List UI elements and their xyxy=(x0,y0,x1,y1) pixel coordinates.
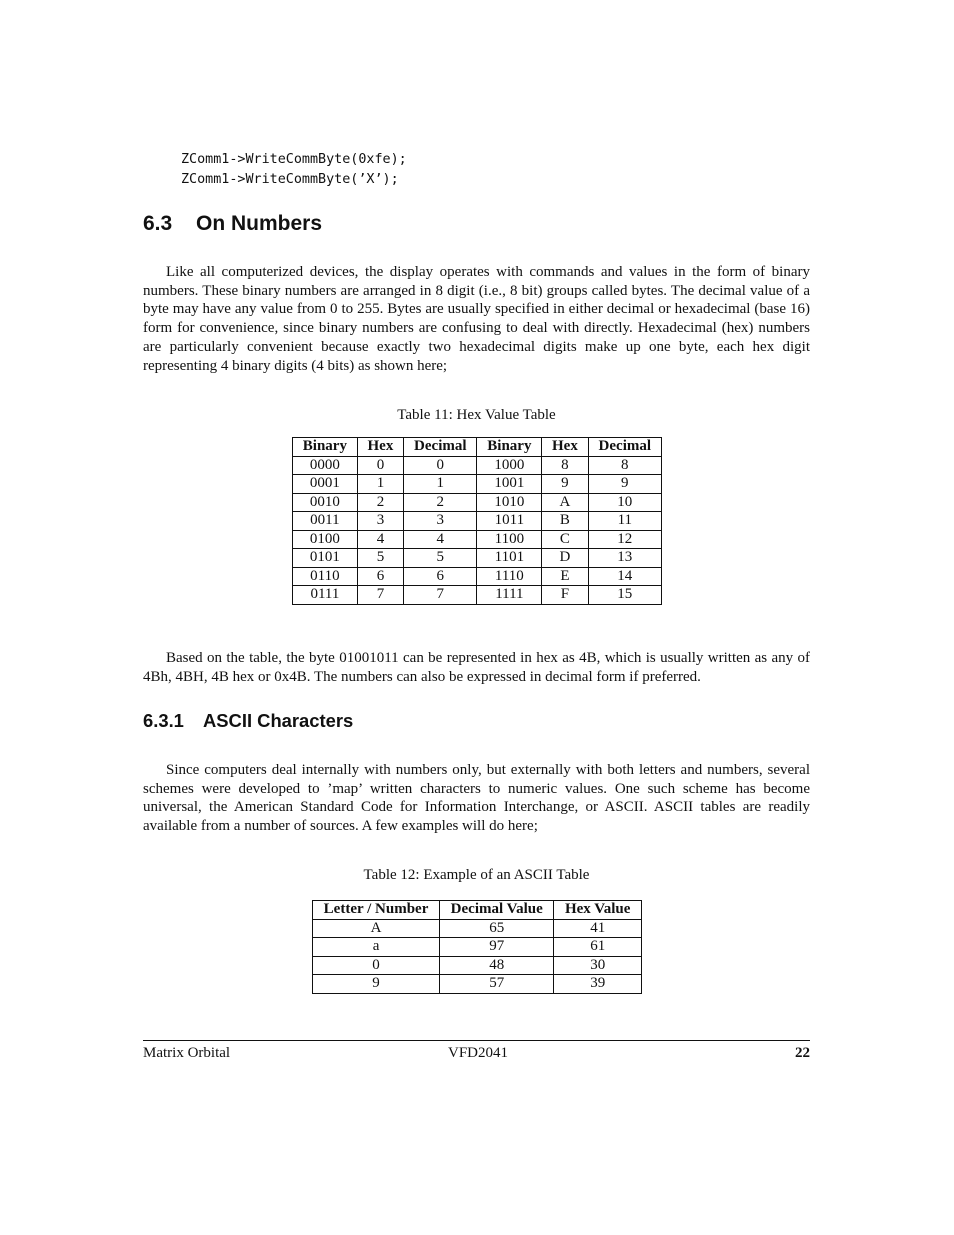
table-cell: 48 xyxy=(440,956,554,975)
table-cell: 0 xyxy=(313,956,440,975)
table-row xyxy=(293,512,662,531)
table-cell: 1 xyxy=(404,475,477,494)
table-row xyxy=(293,549,662,568)
subsection-title: ASCII Characters xyxy=(203,710,354,731)
table-cell: 1100 xyxy=(477,530,542,549)
table-cell: 39 xyxy=(554,975,642,994)
table-header-row xyxy=(313,901,642,920)
table-cell: 3 xyxy=(404,512,477,531)
footer-divider xyxy=(143,1040,810,1041)
table-row xyxy=(293,456,662,475)
table-row xyxy=(313,919,642,938)
section-title: On Numbers xyxy=(196,212,323,235)
table-cell: 4 xyxy=(357,530,403,549)
column-header: Decimal xyxy=(404,438,477,457)
table-cell: 0001 xyxy=(293,475,358,494)
column-header: Binary xyxy=(477,438,542,457)
table-cell: 41 xyxy=(554,919,642,938)
table-row xyxy=(313,956,642,975)
footer-company: Matrix Orbital xyxy=(143,1045,231,1061)
table-row xyxy=(293,493,662,512)
table-cell: 14 xyxy=(588,567,661,586)
table-cell: 0101 xyxy=(293,549,358,568)
table-cell: a xyxy=(313,938,440,957)
table-cell: 9 xyxy=(313,975,440,994)
column-header: Decimal Value xyxy=(440,901,554,920)
table-cell: D xyxy=(542,549,588,568)
ascii-table-caption: Table 12: Example of an ASCII Table xyxy=(363,867,590,883)
table-cell: 10 xyxy=(588,493,661,512)
table-cell: 11 xyxy=(588,512,661,531)
table-cell: 0 xyxy=(357,456,403,475)
table-row xyxy=(293,475,662,494)
hex-explanation-paragraph: Based on the table, the byte 01001011 can be represented in hex as 4B, which is usually written as any of 4Bh, 4BH, 4B hex or 0x4B. The numbers can also be expressed in decimal form if preferred. xyxy=(143,650,810,685)
table-cell: 1110 xyxy=(477,567,542,586)
table-cell: 7 xyxy=(404,586,477,605)
table-cell: 7 xyxy=(357,586,403,605)
table-row xyxy=(313,938,642,957)
table-cell: 8 xyxy=(588,456,661,475)
table-header-row xyxy=(293,438,662,457)
table-cell: 0100 xyxy=(293,530,358,549)
table-cell: 0111 xyxy=(293,586,358,605)
table-cell: E xyxy=(542,567,588,586)
table-cell: 4 xyxy=(404,530,477,549)
code-line: ZComm1->WriteCommByte(0xfe); xyxy=(181,152,407,167)
ascii-paragraph: Since computers deal internally with numbers only, but externally with both letters and numbers, several schemes were developed to ’map’ written characters to numeric values. One such scheme has become universal, the American Standard Code for Information Interchange, or ASCII. ASCII tables are readily available from a number of sources. A few examples will do here; xyxy=(143,762,810,835)
table-cell: A xyxy=(313,919,440,938)
table-cell: 12 xyxy=(588,530,661,549)
ascii-table xyxy=(312,900,642,994)
subsection-heading xyxy=(143,709,353,733)
column-header: Hex xyxy=(542,438,588,457)
document-page xyxy=(143,0,810,1235)
table-row xyxy=(293,530,662,549)
table-cell: 13 xyxy=(588,549,661,568)
table-cell: 97 xyxy=(440,938,554,957)
section-number: 6.3 xyxy=(143,212,173,235)
table-cell: 6 xyxy=(404,567,477,586)
table-cell: 61 xyxy=(554,938,642,957)
table-row xyxy=(293,567,662,586)
table-cell: 1001 xyxy=(477,475,542,494)
table-cell: 30 xyxy=(554,956,642,975)
table-cell: 2 xyxy=(357,493,403,512)
table-cell: 0 xyxy=(404,456,477,475)
table-cell: 1101 xyxy=(477,549,542,568)
table-cell: 15 xyxy=(588,586,661,605)
table-cell: 2 xyxy=(404,493,477,512)
table-cell: 6 xyxy=(357,567,403,586)
table-cell: 0010 xyxy=(293,493,358,512)
table-cell: 5 xyxy=(357,549,403,568)
table-cell: C xyxy=(542,530,588,549)
table-cell: A xyxy=(542,493,588,512)
hex-value-table xyxy=(292,437,662,605)
table-cell: 1111 xyxy=(477,586,542,605)
table-cell: 9 xyxy=(588,475,661,494)
footer-model: VFD2041 xyxy=(448,1045,509,1061)
section-heading xyxy=(143,210,322,238)
table-cell: 0110 xyxy=(293,567,358,586)
table-cell: 1 xyxy=(357,475,403,494)
table-cell: 0000 xyxy=(293,456,358,475)
column-header: Decimal xyxy=(588,438,661,457)
code-line: ZComm1->WriteCommByte(’X’); xyxy=(181,171,399,187)
table-cell: 9 xyxy=(542,475,588,494)
table-cell: 5 xyxy=(404,549,477,568)
table-row xyxy=(313,975,642,994)
page-number: 22 xyxy=(795,1045,810,1061)
code-block xyxy=(181,150,407,189)
table-cell: 65 xyxy=(440,919,554,938)
table-cell: 8 xyxy=(542,456,588,475)
column-header: Binary xyxy=(293,438,358,457)
hex-table-caption: Table 11: Hex Value Table xyxy=(397,407,556,423)
table-cell: 0011 xyxy=(293,512,358,531)
subsection-number: 6.3.1 xyxy=(143,710,184,731)
table-cell: 1011 xyxy=(477,512,542,531)
table-cell: 1000 xyxy=(477,456,542,475)
table-cell: 1010 xyxy=(477,493,542,512)
table-row xyxy=(293,586,662,605)
table-cell: 57 xyxy=(440,975,554,994)
column-header: Letter / Number xyxy=(313,901,440,920)
column-header: Hex Value xyxy=(554,901,642,920)
table-cell: B xyxy=(542,512,588,531)
table-cell: 3 xyxy=(357,512,403,531)
column-header: Hex xyxy=(357,438,403,457)
intro-paragraph: Like all computerized devices, the display operates with commands and values in the form of binary numbers. These binary numbers are arranged in 8 digit (i.e., 8 bit) groups called bytes. The decimal value of a byte may have any value from 0 to 255. Bytes are usually specified in either decimal or hexadecimal (base 16) form for convenience, since binary numbers are confusing to deal with directly. Hexadecimal (hex) numbers are particularly convenient because exactly two hexadecimal digits make up one byte, each hex digit representing 4 binary digits (4 bits) as shown here; xyxy=(143,264,810,374)
table-cell: F xyxy=(542,586,588,605)
